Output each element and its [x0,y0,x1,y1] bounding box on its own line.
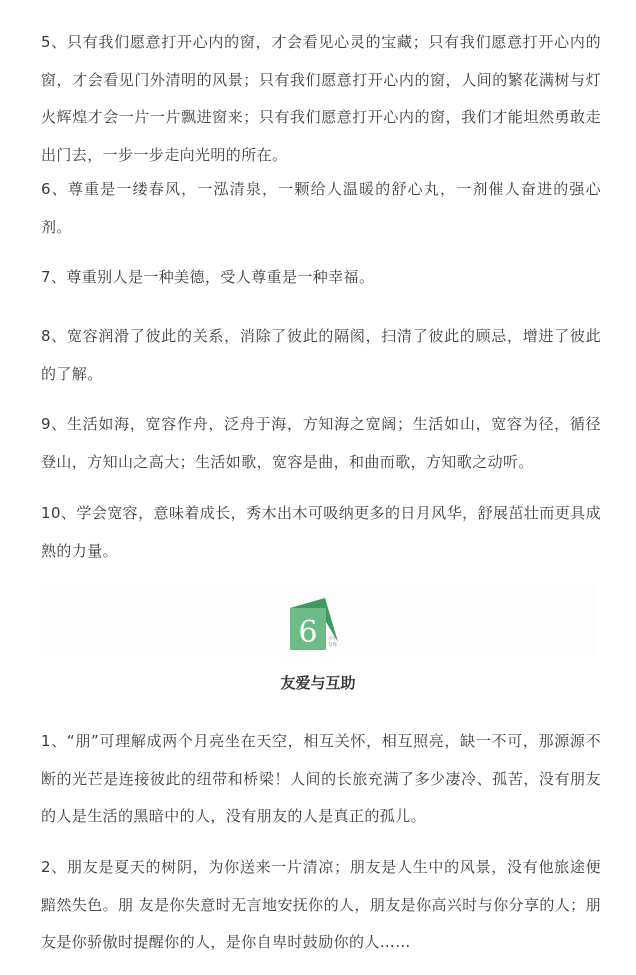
paragraph-5: 5、只有我们愿意打开心内的窗，才会看见心灵的宝藏；只有我们愿意打开心内的窗，才会看见门外清明的风景；只有我们愿意打开心内的窗，人间的繁花满树与灯火辉煌才会一片一片飘进窗来；只有我们愿意打开心内的窗，我们才能坦然勇敢走出门去，一步一步走向光明的所在。 [41,33,601,164]
paragraph-7: 7、尊重别人是一种美德，受人尊重是一种幸福。 [41,268,375,286]
paragraph-6: 6、尊重是一缕春风，一泓清泉，一颗给人温暖的舒心丸，一剂催人奋进的强心剂。 [41,180,601,236]
paragraph-b1: 1、“朋”可理解成两个月亮坐在天空，相互关怀，相互照亮，缺一不可，那源源不断的光芒是连接彼此的纽带和桥梁！人间的长旅充满了多少凄冷、孤苦，没有朋友的人是生活的黑暗中的人，没有朋友的人是真正的孤儿。 [41,732,601,825]
svg-text:6: 6 [298,615,318,650]
svg-text:小学: 小学 [328,637,337,642]
paragraph-8: 8、宽容润滑了彼此的关系，消除了彼此的隔阂，扫清了彼此的顾忌，增进了彼此的了解。 [41,327,601,383]
paragraph-10: 10、学会宽容，意味着成长，秀木出木可吸纳更多的日月风华，舒展茁壮而更具成熟的力量。 [41,504,601,560]
svg-text:写作: 写作 [328,643,337,648]
paragraph-b2: 2、朋友是夏天的树阴，为你送来一片清凉；朋友是人生中的风景，没有他旅途便黯然失色。朋 友是你失意时无言地安抚你的人，朋友是你高兴时与你分享的人；朋友是你骄傲时提醒你的人，是你自卑时鼓励你的人…… [41,858,601,951]
section-heading: 友爱与互助 [280,674,356,692]
paragraph-9: 9、生活如海，宽容作舟，泛舟于海，方知海之宽阔；生活如山，宽容为径，循径登山，方知山之高大；生活如歌，宽容是曲，和曲而歌，方知歌之动听。 [41,415,601,471]
section-number-logo-icon [290,598,346,650]
